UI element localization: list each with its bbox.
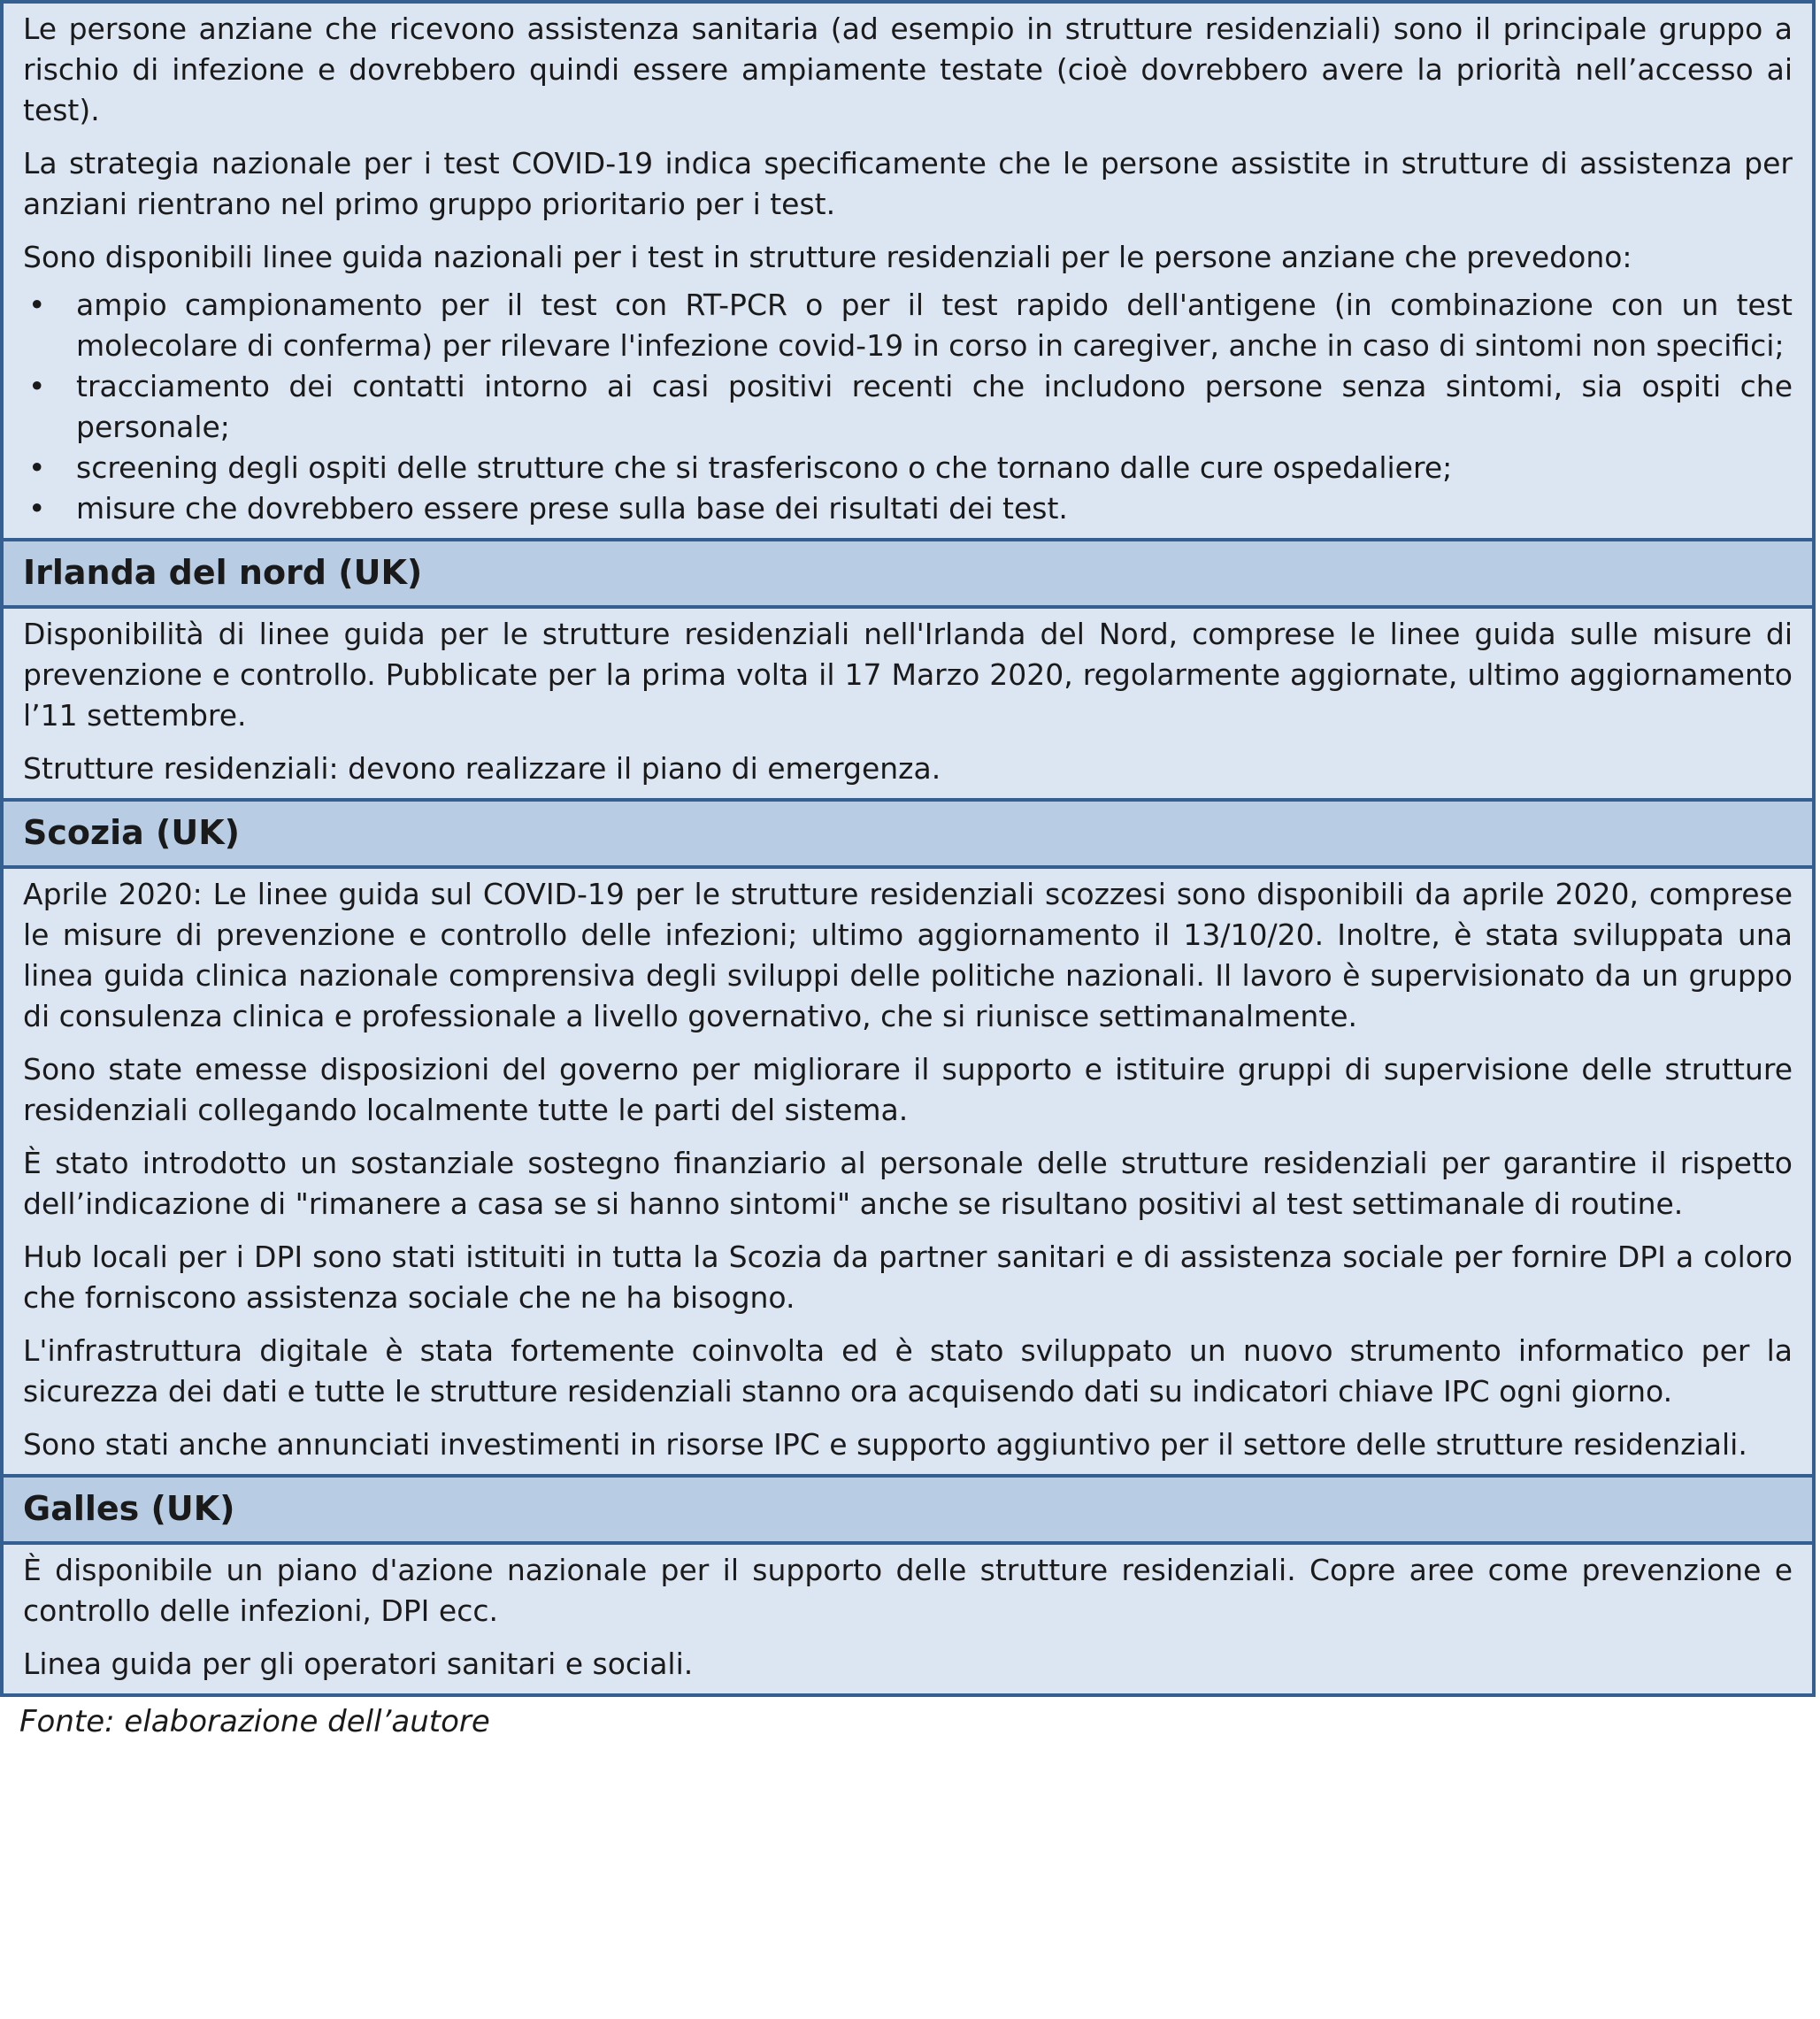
- paragraph: Hub locali per i DPI sono stati istituiti in tutta la Scozia da partner sanitari e di assistenza sociale per fornire DPI a coloro che forniscono assistenza sociale che ne ha bisogno.: [23, 1240, 1793, 1315]
- paragraph: Aprile 2020: Le linee guida sul COVID-19 per le strutture residenziali scozzesi sono disponibili da aprile 2020, comprese le misure di prevenzione e controllo delle infezioni; ultimo aggiornamento il 13/10/20. Inoltre, è stata sviluppata una linea guida clinica nazionale comprensiva degli sviluppi delle politiche nazionali. Il lavoro è supervisionato da un gruppo di consulenza clinica e professionale a livello governativo, che si riunisce settimanalmente.: [23, 877, 1793, 1033]
- paragraph: È disponibile un piano d'azione nazionale per il supporto delle strutture residenziali. Copre aree come prevenzione e controllo delle infezioni, DPI ecc.: [23, 1553, 1793, 1628]
- bullet-icon: •: [28, 450, 46, 485]
- section-body: [2, 1543, 1814, 1695]
- section-heading: Scozia (UK): [2, 800, 1814, 867]
- paragraph: La strategia nazionale per i test COVID-19 indica specificamente che le persone assistite in strutture di assistenza per anziani rientrano nel primo gruppo prioritario per i test.: [23, 146, 1793, 221]
- paragraph: L'infrastruttura digitale è stata fortemente coinvolta ed è stato sviluppato un nuovo strumento informatico per la sicurezza dei dati e tutte le strutture residenziali stanno ora acquisendo dati su indicatori chiave IPC ogni giorno.: [23, 1333, 1793, 1409]
- heading-row-wales: [2, 1476, 1814, 1543]
- list-item: [23, 285, 1793, 366]
- body-row-scotland: [2, 867, 1814, 1476]
- section-body: [2, 867, 1814, 1476]
- paragraph: È stato introdotto un sostanziale sostegno finanziario al personale delle strutture residenziali per garantire il rispetto dell’indicazione di "rimanere a casa se si hanno sintomi" anche se risultano positivi al test settimanale di routine.: [23, 1146, 1793, 1221]
- section-heading: Galles (UK): [2, 1476, 1814, 1543]
- list-item-text: misure che dovrebbero essere prese sulla base dei risultati dei test.: [76, 491, 1068, 526]
- intro-cell: [2, 2, 1814, 540]
- body-row-wales: [2, 1543, 1814, 1695]
- list-item-text: screening degli ospiti delle strutture che si trasferiscono o che tornano dalle cure ospedaliere;: [76, 450, 1453, 485]
- intro-row: [2, 2, 1814, 540]
- paragraph: Sono disponibili linee guida nazionali per i test in strutture residenziali per le persone anziane che prevedono:: [23, 240, 1632, 274]
- section-body: [2, 607, 1814, 800]
- section-heading: Irlanda del nord (UK): [2, 540, 1814, 607]
- list-item-text: ampio campionamento per il test con RT-PCR o per il test rapido dell'antigene (in combinazione con un test molecolare di conferma) per rilevare l'infezione covid-19 in corso in caregiver, anche in caso di sintomi non specifici;: [76, 288, 1793, 363]
- heading-row-northern-ireland: [2, 540, 1814, 607]
- source-caption: Fonte: elaborazione dell’autore: [19, 1704, 490, 1739]
- bullet-list: [23, 285, 1793, 529]
- paragraph: Strutture residenziali: devono realizzare il piano di emergenza.: [23, 751, 941, 786]
- body-row-northern-ireland: [2, 607, 1814, 800]
- paragraph: Disponibilità di linee guida per le strutture residenziali nell'Irlanda del Nord, comprese le linee guida sulle misure di prevenzione e controllo. Pubblicate per la prima volta il 17 Marzo 2020, regolarmente aggiornate, ultimo aggiornamento l’11 settembre.: [23, 617, 1793, 733]
- bullet-icon: •: [28, 369, 46, 403]
- paragraph: Sono stati anche annunciati investimenti in risorse IPC e supporto aggiuntivo per il settore delle strutture residenziali.: [23, 1427, 1747, 1462]
- list-item: [23, 488, 1793, 529]
- list-item: [23, 448, 1793, 488]
- bullet-icon: •: [28, 288, 46, 322]
- heading-row-scotland: [2, 800, 1814, 867]
- list-item-text: tracciamento dei contatti intorno ai casi positivi recenti che includono persone senza sintomi, sia ospiti che personale;: [76, 369, 1793, 444]
- paragraph: Sono state emesse disposizioni del governo per migliorare il supporto e istituire gruppi di supervisione delle strutture residenziali collegando localmente tutte le parti del sistema.: [23, 1052, 1793, 1127]
- list-item: [23, 366, 1793, 448]
- paragraph: Linea guida per gli operatori sanitari e sociali.: [23, 1647, 694, 1681]
- bullet-icon: •: [28, 491, 46, 526]
- paragraph: Le persone anziane che ricevono assistenza sanitaria (ad esempio in strutture residenziali) sono il principale gruppo a rischio di infezione e dovrebbero quindi essere ampiamente testate (cioè dovrebbero avere la priorità nell’accesso ai test).: [23, 12, 1793, 127]
